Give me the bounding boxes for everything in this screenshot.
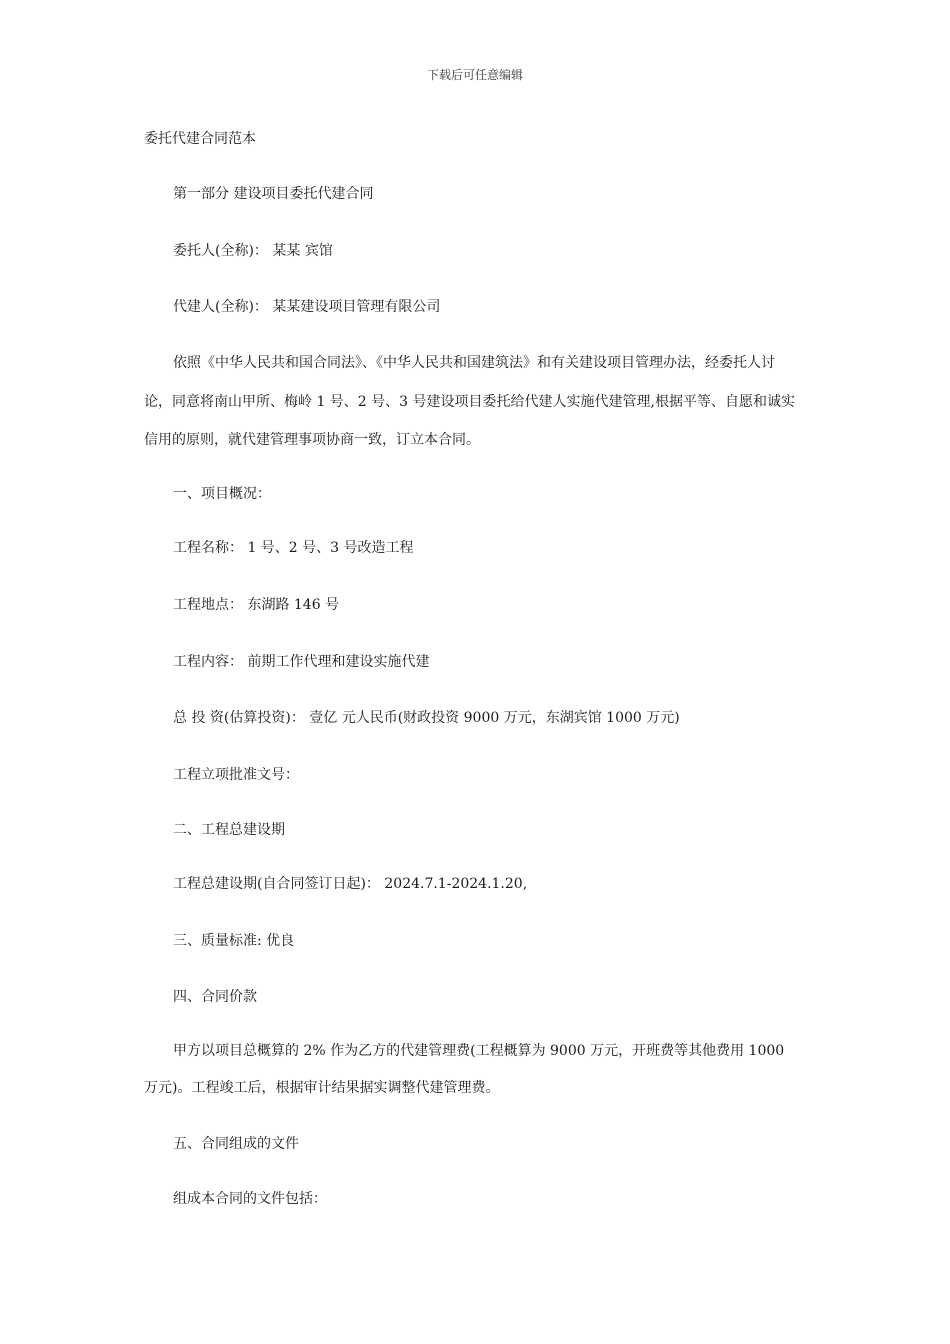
section-4-heading: 四、合同价款 [173,989,257,1005]
section-1-heading: 一、项目概况： [173,486,271,502]
contract-price-line-1: 甲方以项目总概算的 2% 作为乙方的代建管理费(工程概算为 9000 万元，开班费等其他费用 1000 [173,1043,785,1059]
contract-documents-intro: 组成本合同的文件包括： [173,1191,327,1207]
project-content-line: 工程内容： 前期工作代理和建设实施代建 [173,654,430,670]
section-3-heading: 三、质量标准: 优良 [173,933,295,949]
document-title: 委托代建合同范本 [144,131,256,147]
section-5-heading: 五、合同组成的文件 [173,1136,299,1152]
construction-period-line: 工程总建设期(自合同签订日起)： 2024.7.1-2024.1.20, [173,876,528,892]
preamble-line-2: 论，同意将南山甲所、梅岭 1 号、2 号、3 号建设项目委托给代建人实施代建管理,根据平等、自愿和诚实 [144,394,795,410]
project-approval-line: 工程立项批准文号： [173,767,299,783]
client-line: 委托人(全称)： 某某 宾馆 [173,243,333,259]
part-one-heading: 第一部分 建设项目委托代建合同 [173,186,374,202]
project-investment-line: 总 投 资(估算投资)： 壹亿 元人民币(财政投资 9000 万元，东湖宾馆 1000 万元) [173,710,680,726]
page-header: 下载后可任意编辑 [426,68,523,82]
project-location-line: 工程地点： 东湖路 146 号 [173,597,340,613]
preamble-line-3: 信用的原则，就代建管理事项协商一致，订立本合同。 [144,432,480,448]
agent-line: 代建人(全称)： 某某建设项目管理有限公司 [173,299,441,315]
project-name-line: 工程名称： 1 号、2 号、3 号改造工程 [173,540,414,556]
preamble-line-1: 依照《中华人民共和国合同法》、《中华人民共和国建筑法》和有关建设项目管理办法，经委托人讨 [173,355,775,371]
section-2-heading: 二、工程总建设期 [173,822,285,838]
contract-price-line-2: 万元)。工程竣工后，根据审计结果据实调整代建管理费。 [144,1080,500,1096]
